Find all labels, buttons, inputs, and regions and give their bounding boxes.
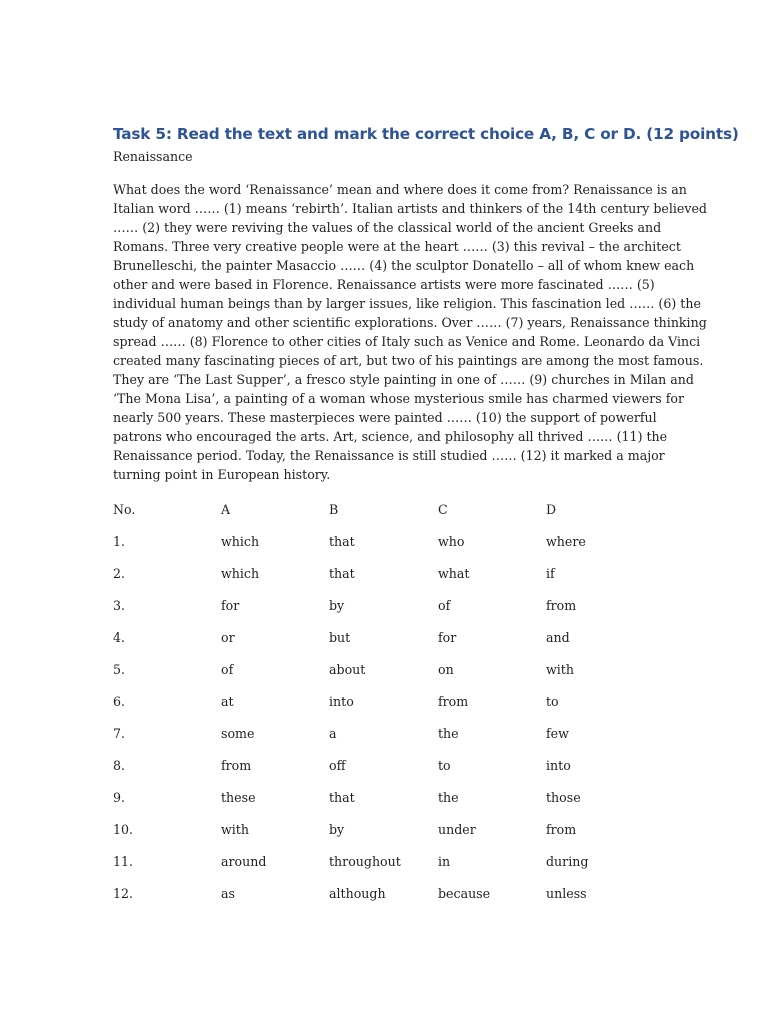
choice-c: in	[438, 854, 451, 869]
option-row	[113, 884, 673, 916]
choice-a: which	[221, 566, 260, 581]
option-row	[113, 756, 673, 788]
choice-b: off	[329, 758, 346, 773]
choice-b: into	[329, 694, 354, 709]
header-choice-a: A	[221, 502, 231, 517]
question-number: 5.	[113, 662, 126, 677]
question-number: 9.	[113, 790, 126, 805]
passage-line: created many fascinating pieces of art, but two of his paintings are among the most famous.	[113, 353, 704, 368]
choice-d: from	[546, 598, 577, 613]
choice-a: these	[221, 790, 256, 805]
option-row	[113, 628, 673, 660]
choice-d: from	[546, 822, 577, 837]
choice-d: few	[546, 726, 569, 741]
option-row	[113, 532, 673, 564]
passage-line: Italian word …… (1) means ‘rebirth’. Italian artists and thinkers of the 14th century believed	[113, 201, 707, 216]
question-number: 8.	[113, 758, 126, 773]
passage-line: They are ‘The Last Supper’, a fresco style painting in one of …… (9) churches in Milan and	[113, 372, 694, 387]
passage-line: turning point in European history.	[113, 467, 331, 482]
choice-d: those	[546, 790, 581, 805]
choice-a: of	[221, 662, 234, 677]
choice-c: the	[438, 726, 459, 741]
question-number: 10.	[113, 822, 134, 837]
question-number: 6.	[113, 694, 126, 709]
choice-b: that	[329, 566, 355, 581]
passage-line: study of anatomy and other scientific explorations. Over …… (7) years, Renaissance thinking	[113, 315, 707, 330]
question-number: 7.	[113, 726, 126, 741]
passage-line: individual human beings than by larger issues, like religion. This fascination led …… (6) the	[113, 296, 701, 311]
option-row	[113, 596, 673, 628]
choice-c: because	[438, 886, 491, 901]
passage-line: …… (2) they were reviving the values of the classical world of the ancient Greeks and	[113, 220, 662, 235]
choice-b: that	[329, 534, 355, 549]
question-number: 11.	[113, 854, 134, 869]
choice-c: what	[438, 566, 470, 581]
header-number: No.	[113, 502, 136, 517]
reading-passage	[113, 180, 707, 484]
choice-d: if	[546, 566, 555, 581]
choice-c: for	[438, 630, 457, 645]
choice-c: from	[438, 694, 469, 709]
choice-a: with	[221, 822, 249, 837]
choice-b: a	[329, 726, 337, 741]
passage-title: Renaissance	[113, 149, 193, 164]
option-row	[113, 724, 673, 756]
task-title: Task 5: Read the text and mark the correct choice A, B, C or D. (12 points)	[113, 125, 739, 143]
passage-line: nearly 500 years. These masterpieces were painted …… (10) the support of powerful	[113, 410, 657, 425]
options-header-row	[113, 500, 673, 532]
choice-d: and	[546, 630, 570, 645]
passage-line: Brunelleschi, the painter Masaccio …… (4) the sculptor Donatello – all of whom knew each	[113, 258, 695, 273]
choice-a: some	[221, 726, 255, 741]
header-choice-b: B	[329, 502, 339, 517]
option-row	[113, 660, 673, 692]
choice-a: or	[221, 630, 235, 645]
choice-c: the	[438, 790, 459, 805]
choice-d: to	[546, 694, 559, 709]
choice-a: as	[221, 886, 235, 901]
answer-options-table	[113, 500, 673, 916]
choice-d: with	[546, 662, 574, 677]
choice-c: who	[438, 534, 465, 549]
passage-line: other and were based in Florence. Renaissance artists were more fascinated …… (5)	[113, 277, 655, 292]
option-row	[113, 788, 673, 820]
choice-c: on	[438, 662, 454, 677]
passage-line: Romans. Three very creative people were at the heart …… (3) this revival – the architect	[113, 239, 681, 254]
choice-b: by	[329, 598, 345, 613]
passage-line: spread …… (8) Florence to other cities of Italy such as Venice and Rome. Leonardo da Vinci	[113, 334, 701, 349]
passage-line: ‘The Mona Lisa’, a painting of a woman whose mysterious smile has charmed viewers for	[113, 391, 684, 406]
choice-a: which	[221, 534, 260, 549]
choice-c: to	[438, 758, 451, 773]
choice-c: of	[438, 598, 451, 613]
question-number: 2.	[113, 566, 126, 581]
choice-b: throughout	[329, 854, 401, 869]
question-number: 3.	[113, 598, 126, 613]
choice-b: that	[329, 790, 355, 805]
passage-line: patrons who encouraged the arts. Art, science, and philosophy all thrived …… (11) the	[113, 429, 668, 444]
choice-a: for	[221, 598, 240, 613]
passage-line: Renaissance period. Today, the Renaissance is still studied …… (12) it marked a major	[113, 448, 665, 463]
choice-a: around	[221, 854, 267, 869]
choice-b: although	[329, 886, 386, 901]
header-choice-c: C	[438, 502, 448, 517]
choice-d: unless	[546, 886, 587, 901]
question-number: 4.	[113, 630, 126, 645]
choice-a: at	[221, 694, 234, 709]
choice-a: from	[221, 758, 252, 773]
option-row	[113, 692, 673, 724]
choice-b: about	[329, 662, 366, 677]
question-number: 1.	[113, 534, 126, 549]
choice-d: into	[546, 758, 571, 773]
option-row	[113, 852, 673, 884]
option-row	[113, 820, 673, 852]
header-choice-d: D	[546, 502, 557, 517]
passage-line: What does the word ‘Renaissance’ mean and where does it come from? Renaissance is an	[113, 182, 687, 197]
choice-b: but	[329, 630, 351, 645]
choice-c: under	[438, 822, 476, 837]
choice-d: during	[546, 854, 589, 869]
choice-d: where	[546, 534, 586, 549]
option-row	[113, 564, 673, 596]
question-number: 12.	[113, 886, 134, 901]
choice-b: by	[329, 822, 345, 837]
